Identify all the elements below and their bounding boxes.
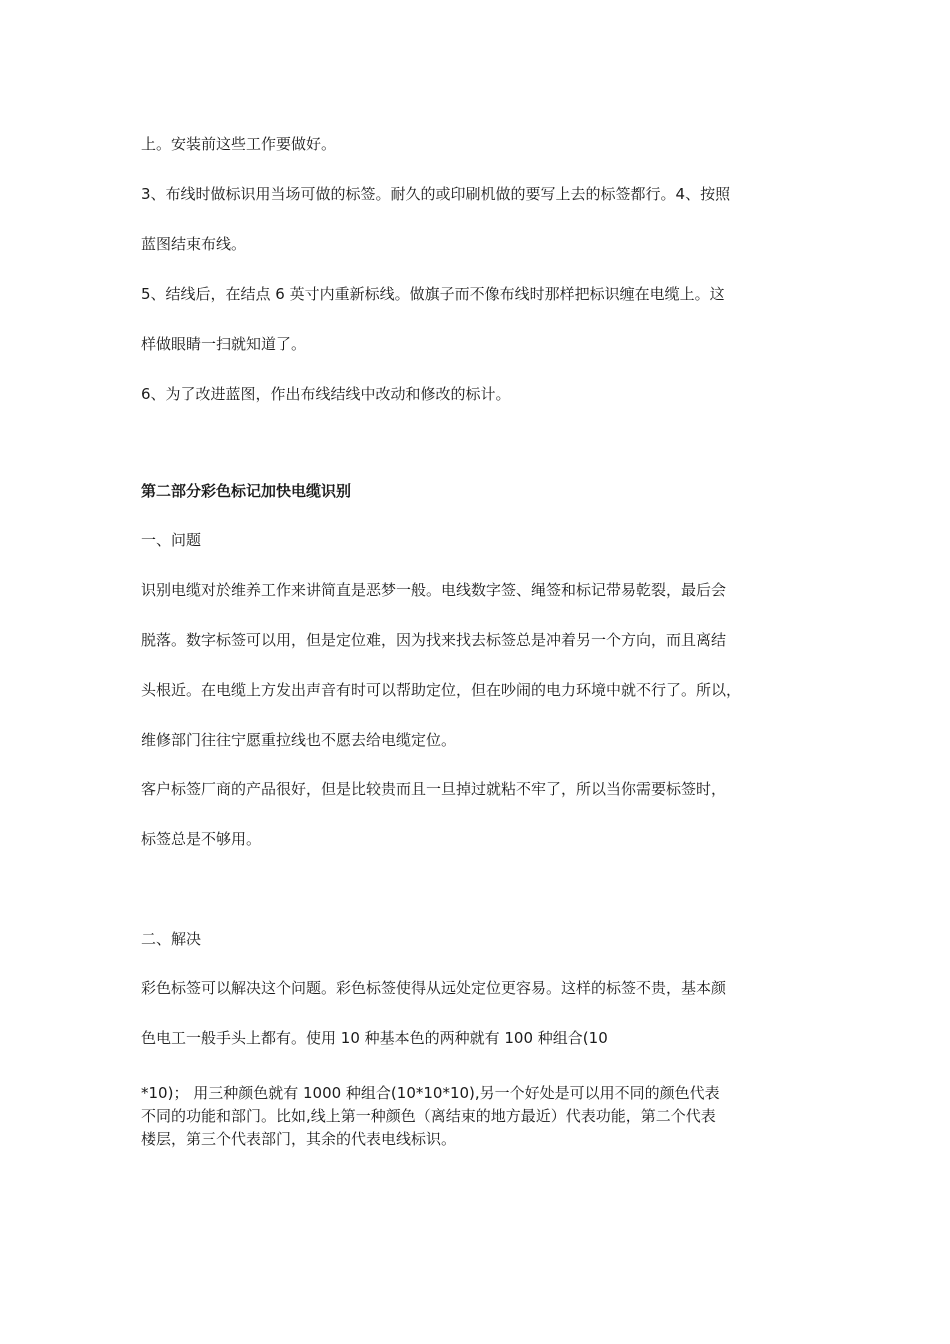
paragraph-line: 标签总是不够用。 [141,830,262,848]
subsection-heading: 一、问题 [141,531,202,549]
paragraph-line: 识别电缆对於维养工作来讲简直是恶梦一般。电线数字签、绳签和标记带易乾裂，最后会 [141,581,727,599]
paragraph-line: 头根近。在电缆上方发出声音有时可以帮助定位，但在吵闹的电力环境中就不行了。所以， [141,681,742,699]
paragraph-line: 不同的功能和部门。比如,线上第一种颜色（离结束的地方最近）代表功能，第二个代表 [141,1107,716,1125]
paragraph-line: 上。安装前这些工作要做好。 [141,135,337,153]
paragraph-line: 彩色标签可以解决这个问题。彩色标签使得从远处定位更容易。这样的标签不贵，基本颜 [141,979,727,997]
paragraph-line: 5、结线后，在结点 6 英寸内重新标线。做旗子而不像布线时那样把标识缠在电缆上。这 [141,285,725,303]
paragraph-line: *10)； 用三种颜色就有 1000 种组合(10*10*10),另一个好处是可以用不同的颜色代表 [141,1084,720,1102]
paragraph-line: 6、为了改进蓝图，作出布线结线中改动和修改的标计。 [141,385,511,403]
section-title: 第二部分彩色标记加快电缆识别 [141,482,352,500]
subsection-heading: 二、解决 [141,930,202,948]
paragraph-line: 客户标签厂商的产品很好，但是比较贵而且一旦掉过就粘不牢了，所以当你需要标签时， [141,780,727,798]
paragraph-line: 样做眼睛一扫就知道了。 [141,335,307,353]
paragraph-line: 蓝图结束布线。 [141,235,247,253]
paragraph-line: 楼层，第三个代表部门，其余的代表电线标识。 [141,1130,457,1148]
paragraph-line: 维修部门往往宁愿重拉线也不愿去给电缆定位。 [141,731,457,749]
paragraph-line: 色电工一般手头上都有。使用 10 种基本色的两种就有 100 种组合(10 [141,1029,608,1047]
paragraph-line: 3、布线时做标识用当场可做的标签。耐久的或印刷机做的要写上去的标签都行。4、按照 [141,185,731,203]
paragraph-line: 脱落。数字标签可以用，但是定位难，因为找来找去标签总是冲着另一个方向，而且离结 [141,631,727,649]
